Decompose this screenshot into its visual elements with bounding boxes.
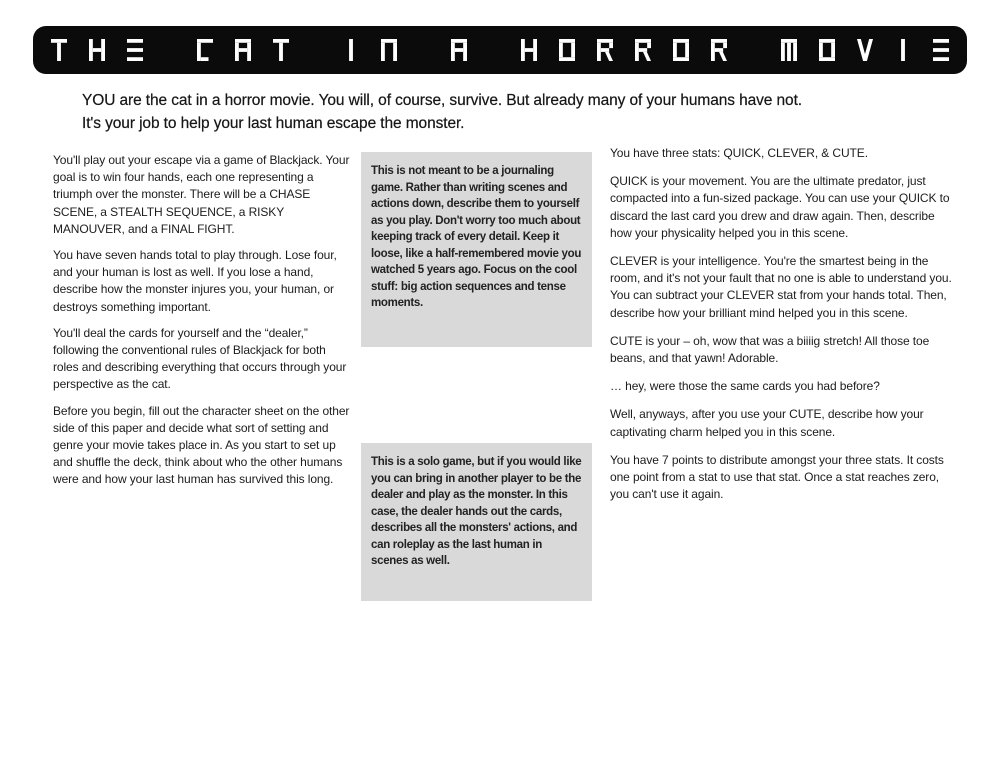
intro-text: [82, 89, 962, 135]
intro-line: YOU are the cat in a horror movie. You will, of course, survive. But already many of your humans have not.: [82, 92, 802, 109]
paragraph-cute-describe: Well, anyways, after you use your CUTE, describe how your captivating charm helped you in this scene.: [610, 407, 924, 439]
paragraph-quick-stat: QUICK is your movement. You are the ultimate predator, just compacted into a fun-sized package. You can use your QUICK to discard the last card you drew and draw again. Then, describe how your physicality helped you in this scene.: [610, 174, 950, 240]
intro-line: It's your job to help your last human escape the monster.: [82, 115, 465, 132]
paragraph-dealing-cards: You'll deal the cards for yourself and the “dealer,” following the conventional rules of Blackjack for both roles and describing everything that occurs through your perspective as the cat.: [53, 325, 347, 392]
paragraph-blackjack-goal: You'll play out your escape via a game of Blackjack. Your goal is to win four hands, each one representing a triumph over the monster. There will be a CHASE SCENE, a STEALTH SEQUENCE, a RISKY MANOUVER, and a FINAL FIGHT.: [53, 153, 350, 236]
title-letter-glyph: [597, 39, 613, 61]
title-letter-glyph: [559, 39, 575, 61]
paragraph-cute-stat: CUTE is your – oh, wow that was a biiiig stretch! All those toe beans, and that yawn! Adorable.: [610, 333, 930, 366]
title-letter-glyph: [819, 39, 835, 61]
title-letter-glyph: [711, 39, 727, 61]
title-letter-glyph: [895, 39, 911, 61]
paragraph-points-distribute: You have 7 points to distribute amongst your three stats. It costs one point from a stat to use that stat. Once a stat reaches zero, you can't use it again.: [610, 452, 944, 502]
title-letter-glyph: [197, 39, 213, 61]
title-letter-glyph: [381, 39, 397, 61]
title-letter-glyph: [51, 39, 67, 61]
note-box-solo-game: This is a solo game, but if you would like you can bring in another player to be the dealer and play as the monster. In this case, the dealer hands out the cards, describes all the monsters' actions, and can roleplay as the last human in scenes as well.: [361, 443, 592, 601]
title-letter-glyph: [273, 39, 289, 61]
title-letter-glyph: [781, 39, 797, 61]
paragraph-three-stats: You have three stats: QUICK, CLEVER, & CUTE.: [610, 146, 868, 160]
title-word-space: [749, 39, 759, 61]
title-letter-glyph: [857, 39, 873, 61]
paragraph-before-you-begin: Before you begin, fill out the character sheet on the other side of this paper and decide what sort of setting and genre your movie takes place in. As you start to set up and shuffle the deck, think about who the other humans were and how your last human has survived this long.: [53, 403, 350, 487]
page-title: [51, 39, 949, 61]
title-letter-glyph: [343, 39, 359, 61]
title-letter-glyph: [933, 39, 949, 61]
title-word-space: [489, 39, 499, 61]
title-letter-glyph: [673, 39, 689, 61]
title-letter-glyph: [89, 39, 105, 61]
title-word-space: [311, 39, 321, 61]
title-letter-glyph: [521, 39, 537, 61]
paragraph-same-cards: … hey, were those the same cards you had before?: [610, 379, 880, 394]
title-letter-glyph: [451, 39, 467, 61]
title-banner: [33, 26, 967, 74]
note-box-journaling: This is not meant to be a journaling game. Rather than writing scenes and actions down, describe them to yourself as you play. Don't worry too much about keeping track of every detail. Keep it loose, like a half-remembered movie you watched 5 years ago. Focus on the cool stuff: big action sequences and tense moments.: [361, 152, 592, 347]
paragraph-clever-stat: CLEVER is your intelligence. You're the smartest being in the room, and it's not your fault that no one is able to understand you. You can subtract your CLEVER stat from your hands total. Then, describe how your brilliant mind helped you in this scene.: [610, 254, 952, 320]
title-letter-glyph: [235, 39, 251, 61]
title-word-space: [165, 39, 175, 61]
title-letter-glyph: [127, 39, 143, 61]
rules-column-right: [610, 145, 958, 514]
rules-column-left: [53, 152, 354, 498]
title-letter-glyph: [635, 39, 651, 61]
paragraph-seven-hands: You have seven hands total to play through. Lose four, and your human is lost as well. If you lose a hand, describe how the monster injures you, your human, or destroys something important.: [53, 248, 337, 314]
title-word-space: [419, 39, 429, 61]
